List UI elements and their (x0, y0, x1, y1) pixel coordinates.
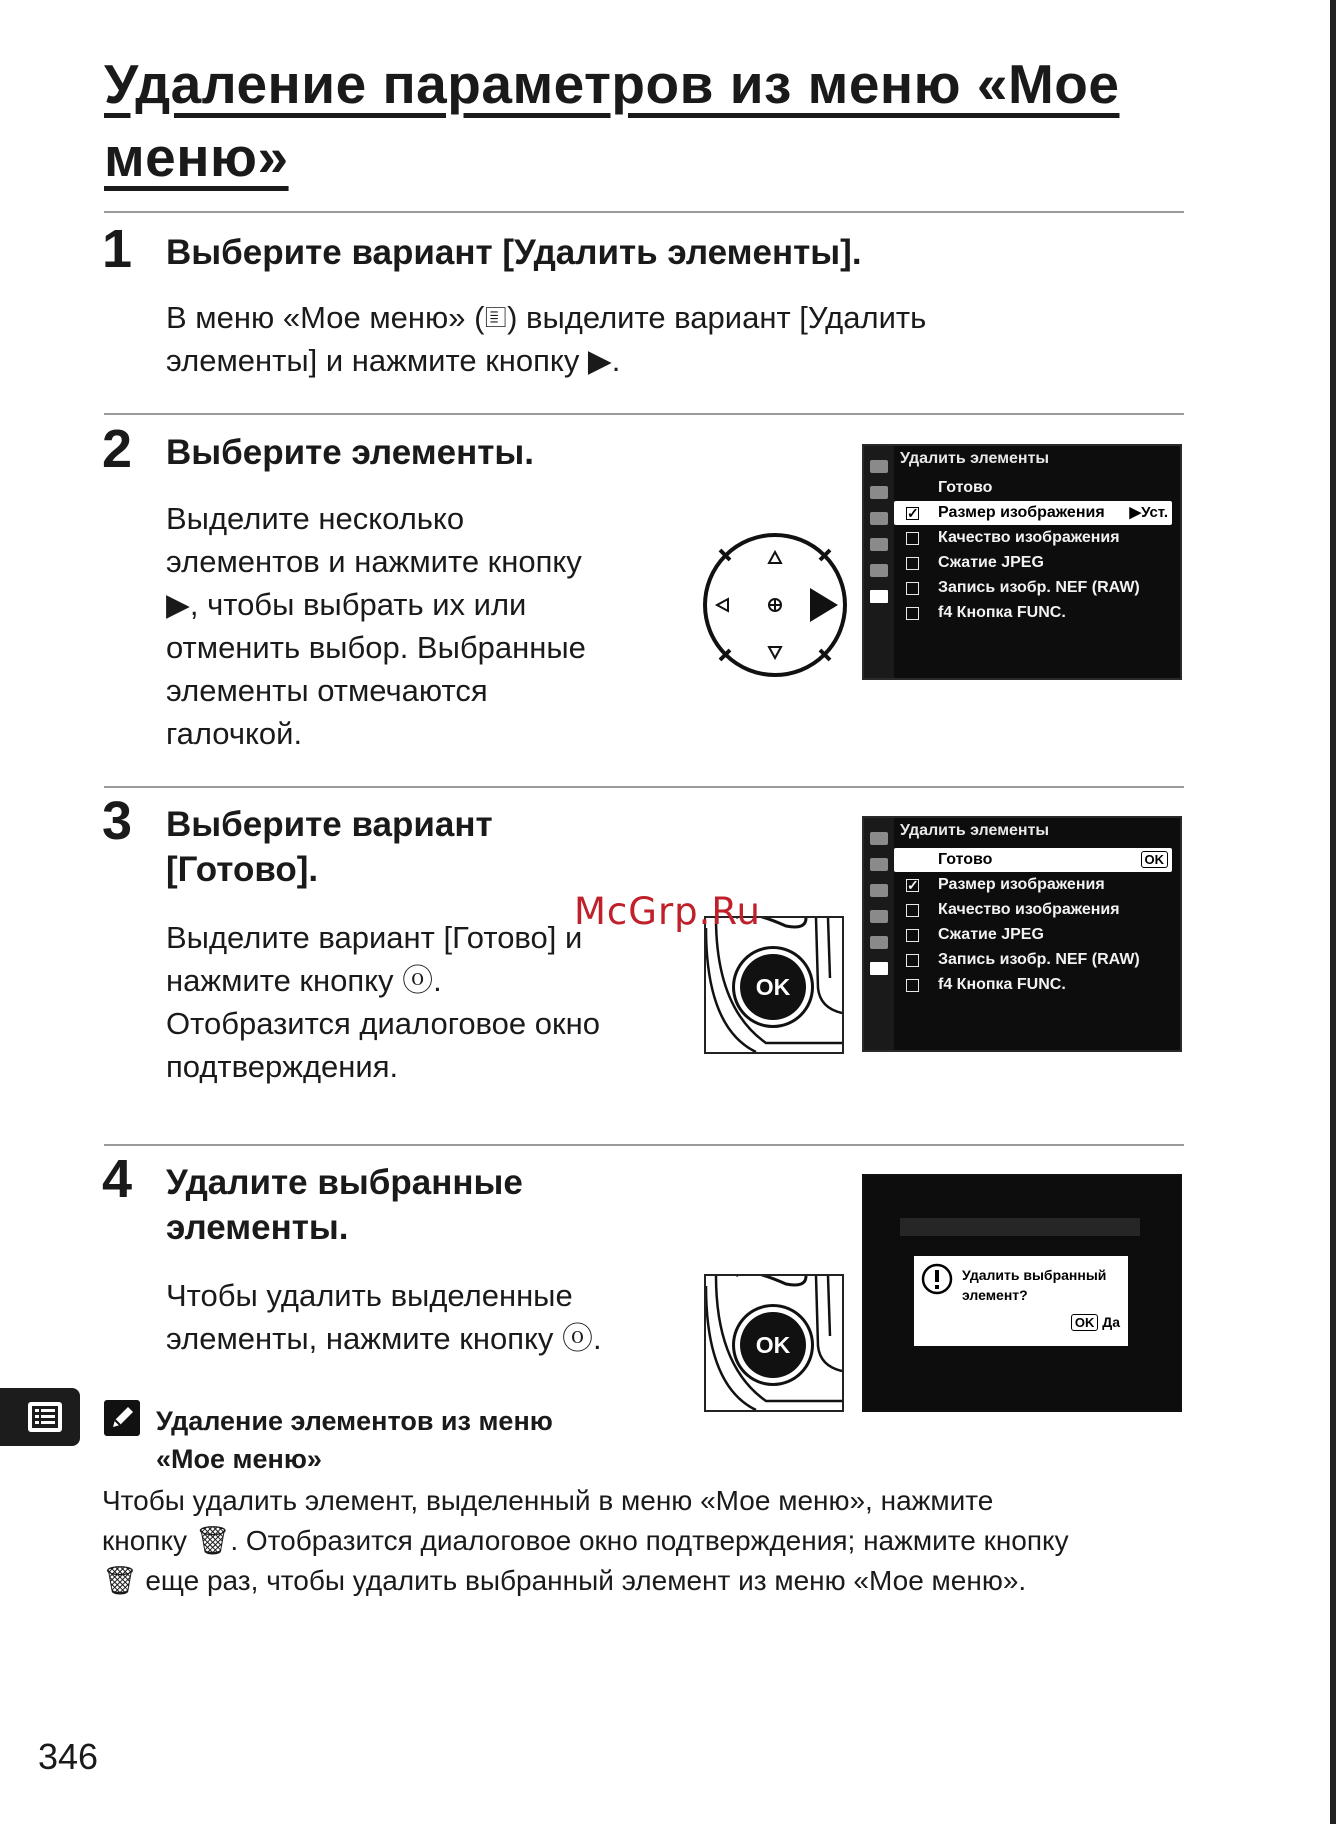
menu-title: Удалить элементы (900, 450, 1050, 467)
step-3-heading-line-1: Выберите вариант (166, 805, 493, 844)
dialog-message-line-1: Удалить выбранный (962, 1267, 1107, 1283)
step-2-body-line-3: ▶, чтобы выбрать их или (166, 587, 527, 622)
checked-box-icon (906, 879, 919, 892)
checkbox-icon (906, 532, 919, 545)
step-1-body-line-2: элементы] и нажмите кнопку ▶. (166, 343, 621, 378)
checkbox-icon (906, 954, 919, 967)
divider (104, 413, 1184, 415)
menu-row-label: Готово (938, 479, 993, 496)
step-4-body-line-2: элементы, нажмите кнопку ⓞ. (166, 1321, 602, 1356)
dialog-confirm-button[interactable] (1071, 1314, 1120, 1331)
menu-row-label: f4 Кнопка FUNC. (938, 604, 1066, 621)
step-1-heading: Выберите вариант [Удалить элементы]. (166, 233, 862, 272)
warning-icon (920, 1262, 954, 1296)
menu-row-label: Запись изобр. NEF (RAW) (938, 579, 1140, 596)
menu-row (894, 923, 1172, 947)
confirm-dialog (914, 1256, 1128, 1346)
section-tab (0, 1388, 80, 1446)
menu-row-label: f4 Кнопка FUNC. (938, 976, 1066, 993)
divider (104, 1144, 1184, 1146)
menu-row (894, 551, 1172, 575)
ok-badge-icon: OK (1071, 1314, 1099, 1331)
dialog-confirm-label: Да (1102, 1314, 1120, 1330)
multi-selector-icon (700, 530, 850, 680)
note-body-line-1: Чтобы удалить элемент, выделенный в меню «Мое меню», нажмите (102, 1485, 994, 1516)
menu-tab-bar (864, 818, 894, 1050)
menu-title: Удалить элементы (900, 822, 1050, 839)
dimmed-menu-row (900, 1218, 1140, 1236)
checkbox-icon (906, 904, 919, 917)
page-title-line-1: Удаление параметров из меню «Мое (104, 53, 1120, 115)
watermark: McGrp.Ru (574, 890, 761, 933)
step-4-body-line-1: Чтобы удалить выделенные (166, 1278, 573, 1313)
menu-row (894, 848, 1172, 872)
ok-button-icon: OK (740, 954, 806, 1020)
menu-row-label: Готово (938, 851, 993, 868)
menu-tab-bar (864, 446, 894, 678)
checkbox-icon (906, 929, 919, 942)
step-4-heading-line-2: элементы. (166, 1208, 349, 1247)
checkbox-icon (906, 979, 919, 992)
menu-row (894, 501, 1172, 525)
menu-row-label: Размер изображения (938, 504, 1105, 521)
menu-row (894, 576, 1172, 600)
step-2-body-line-4: отменить выбор. Выбранные (166, 630, 586, 665)
divider (104, 211, 1184, 213)
retouch-tab-icon (870, 564, 888, 577)
step-1-body-line-1: В меню «Мое меню» (🗉) выделите вариант [Удалить (166, 300, 927, 335)
ok-button-illustration (704, 1274, 844, 1412)
camera-menu-screen-2 (862, 816, 1182, 1052)
my-menu-tab-icon (870, 590, 888, 603)
step-2-number: 2 (102, 419, 133, 479)
dialog-message-line-2: элемент? (962, 1287, 1028, 1303)
camera-confirm-screen (862, 1174, 1182, 1412)
step-2-body-line-6: галочкой. (166, 716, 303, 751)
menu-row-label: Качество изображения (938, 529, 1120, 546)
menu-row-setting: ▶Уст. (1129, 504, 1168, 521)
note-pencil-icon (104, 1400, 140, 1436)
menu-row-label: Запись изобр. NEF (RAW) (938, 951, 1140, 968)
step-2-body-line-2: элементов и нажмите кнопку (166, 544, 582, 579)
custom-settings-tab-icon (870, 512, 888, 525)
step-1-number: 1 (102, 219, 133, 279)
custom-settings-tab-icon (870, 884, 888, 897)
menu-row-label: Качество изображения (938, 901, 1120, 918)
note-body-line-2: кнопку 🗑. Отобразится диалоговое окно подтверждения; нажмите кнопку (102, 1525, 1069, 1556)
retouch-tab-icon (870, 936, 888, 949)
menu-row (894, 526, 1172, 550)
step-2-heading: Выберите элементы. (166, 433, 534, 472)
playback-tab-icon (870, 460, 888, 473)
menu-row (894, 601, 1172, 625)
note-body-line-3: 🗑 еще раз, чтобы удалить выбранный элемент из меню «Мое меню». (102, 1565, 1027, 1596)
menu-row (894, 873, 1172, 897)
step-3-heading-line-2: [Готово]. (166, 850, 319, 889)
page-title-line-2: меню» (104, 126, 289, 188)
setup-tab-icon (870, 910, 888, 923)
step-3-body-line-1: Выделите вариант [Готово] и (166, 920, 583, 955)
step-3-body-line-3: Отобразится диалоговое окно (166, 1006, 600, 1041)
step-4-heading-line-1: Удалите выбранные (166, 1163, 523, 1202)
step-3-body-line-2: нажмите кнопку ⓞ. (166, 963, 442, 998)
note-heading-line-2: «Мое меню» (156, 1444, 322, 1474)
divider (104, 786, 1184, 788)
step-2-body-line-1: Выделите несколько (166, 501, 465, 536)
checkbox-icon (906, 582, 919, 595)
ok-button-illustration (704, 916, 844, 1054)
ok-badge-icon: OK (1141, 848, 1169, 872)
ok-button-icon: OK (740, 1312, 806, 1378)
step-4-number: 4 (102, 1149, 133, 1209)
setup-tab-icon (870, 538, 888, 551)
my-menu-tab-icon (870, 962, 888, 975)
step-2-body-line-5: элементы отмечаются (166, 673, 488, 708)
menu-row-label: Сжатие JPEG (938, 926, 1044, 943)
menu-row (894, 476, 1172, 500)
menu-row (894, 948, 1172, 972)
menu-row (894, 898, 1172, 922)
shooting-tab-icon (870, 858, 888, 871)
playback-tab-icon (870, 832, 888, 845)
my-menu-section-icon (26, 1400, 64, 1434)
checked-box-icon (906, 507, 919, 520)
checkbox-icon (906, 557, 919, 570)
page-edge (1330, 0, 1336, 1824)
camera-menu-screen-1 (862, 444, 1182, 680)
page-number: 346 (38, 1736, 99, 1777)
checkbox-icon (906, 607, 919, 620)
menu-row-label: Размер изображения (938, 876, 1105, 893)
shooting-tab-icon (870, 486, 888, 499)
step-3-number: 3 (102, 791, 133, 851)
menu-row-label: Сжатие JPEG (938, 554, 1044, 571)
step-3-body-line-4: подтверждения. (166, 1049, 399, 1084)
note-heading-line-1: Удаление элементов из меню (156, 1406, 553, 1436)
menu-row (894, 973, 1172, 997)
